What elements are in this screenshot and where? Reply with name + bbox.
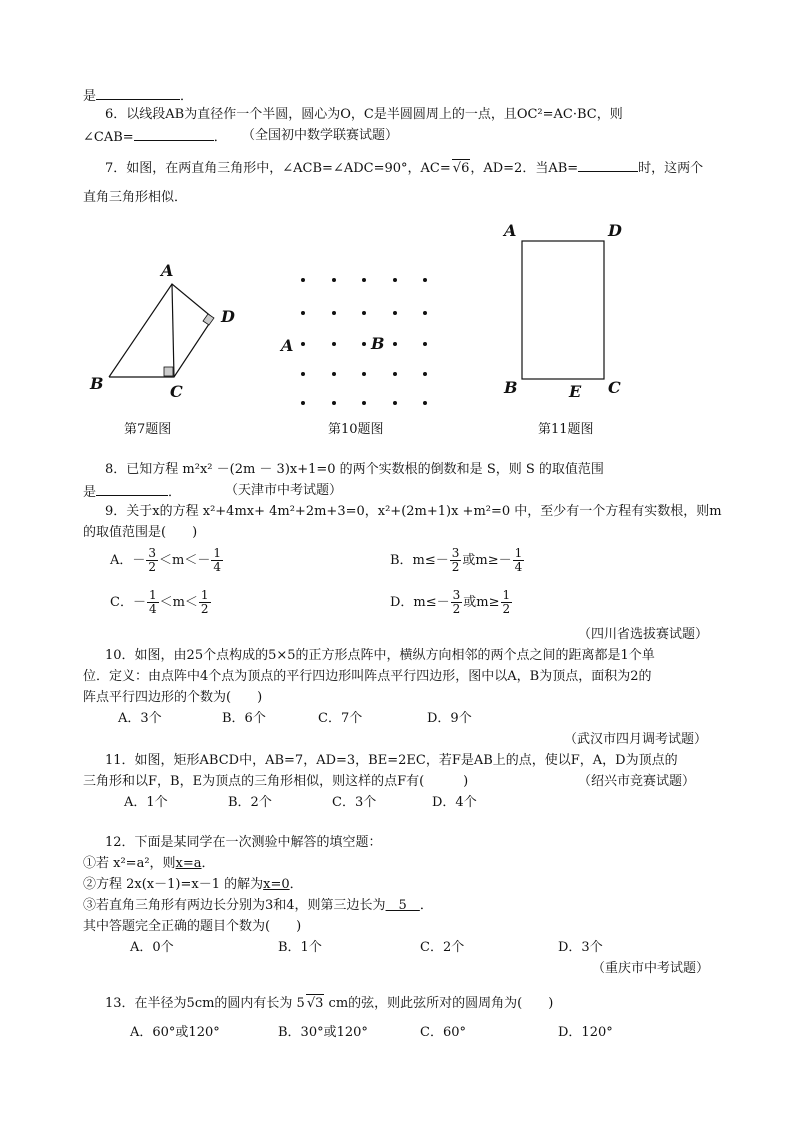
fig11-label-b: B (504, 378, 518, 397)
fig7-segment-ac (172, 284, 174, 377)
q10-option-b[interactable]: B．6个 (222, 711, 266, 726)
q12-option-d[interactable]: D．3个 (558, 940, 603, 955)
lattice-dot (423, 401, 427, 405)
q9-line2: 的取值范围是( ) (83, 525, 198, 540)
lattice-dot (423, 372, 427, 376)
fraction: $\frac{1}{4}$ (213, 546, 221, 574)
lattice-dot (332, 311, 336, 315)
lattice-dot (362, 372, 366, 376)
lattice-dot (332, 401, 336, 405)
q9-option-a[interactable]: A．－ $\frac{3}{2}$ ＜m＜－ $\frac{1}{4}$ (110, 546, 221, 574)
q7-line2: 直角三角形相似． (83, 190, 188, 205)
q12-item1: ①若 x²=a²，则x=a． (83, 856, 215, 871)
answer-blank[interactable] (96, 86, 180, 100)
q13-line1: 13．在半径为5cm的圆内有长为 5 √3 cm的弦，则此弦所对的圆周角为( ) (105, 996, 554, 1011)
q12-item3: ③若直角三角形有两边长分别为3和4，则第三边长为 5 ． (83, 898, 433, 913)
fraction: $\frac{3}{2}$ (148, 546, 157, 574)
q9-option-c[interactable]: C．－ $\frac{1}{4}$ ＜m＜ $\frac{1}{2}$ (110, 588, 209, 616)
q8-line1: 8．已知方程 m²x² －(2m － 3)x+1=0 的两个实数根的倒数和是 S，则 S 的取值范围 (105, 462, 604, 477)
fig10-label-a: A (281, 336, 294, 355)
sqrt-expression: √6 (452, 161, 470, 176)
dot-lattice (301, 278, 427, 405)
lattice-dot (301, 342, 305, 346)
fraction: $\frac{1}{2}$ (200, 588, 209, 616)
lattice-dot (332, 278, 336, 282)
q13-option-c[interactable]: C．60° (420, 1025, 466, 1040)
q11-line2: 三角形和以F，B，E为顶点的三角形相似，则这样的点F有( ) (83, 774, 469, 789)
q6-line1: 6．以线段AB为直径作一个半圆，圆心为O，C是半圆圆周上的一点，且OC²=AC·BC，则 (105, 107, 623, 122)
rectangle-abcd (522, 241, 604, 379)
fig7-outline (109, 284, 213, 377)
q9-option-b[interactable]: B．m≤－ $\frac{3}{2}$ 或m≥－ $\frac{1}{4}$ (390, 546, 523, 574)
lattice-dot (393, 278, 397, 282)
q9-source: （四川省选拔赛试题） (578, 627, 709, 642)
fig10-caption: 第10题图 (328, 422, 384, 437)
q10-option-a[interactable]: A．3个 (118, 711, 162, 726)
q11-option-a[interactable]: A．1个 (124, 795, 168, 810)
lattice-dot (423, 342, 427, 346)
lattice-dot (393, 342, 397, 346)
q12-option-c[interactable]: C．2个 (420, 940, 465, 955)
right-angle-mark-c (164, 367, 173, 376)
answer-blank[interactable] (96, 482, 168, 496)
q6-source: （全国初中数学联赛试题） (242, 128, 399, 143)
fig7-label-c: C (170, 382, 183, 401)
lattice-dot (332, 342, 336, 346)
q13-option-d[interactable]: D．120° (558, 1025, 613, 1040)
fraction: $\frac{3}{2}$ (452, 588, 461, 616)
fig10-label-b: B (371, 334, 385, 353)
q9-line1: 9．关于x的方程 x²+4mx+ 4m²+2m+3=0，x²+(2m+1)x +m²=0 中，至少有一个方程有实数根，则m (105, 504, 722, 519)
q6-line2: ∠CAB= ． (83, 127, 227, 147)
lattice-dot (301, 372, 305, 376)
lattice-dot (393, 311, 397, 315)
q10-option-d[interactable]: D．9个 (427, 711, 472, 726)
fig11-label-d: D (608, 221, 622, 240)
q5-answer-line: 是 ． (83, 86, 193, 106)
lattice-dot (423, 278, 427, 282)
fig11-label-c: C (608, 378, 621, 397)
q10-line1: 10．如图，由25个点构成的5×5的正方形点阵中，横纵方向相邻的两个点之间的距离都是1个单 (105, 648, 655, 663)
q12-source: （重庆市中考试题） (592, 961, 710, 976)
q12-option-a[interactable]: A．0个 (130, 940, 174, 955)
q8-line2: 是 ． (83, 482, 181, 502)
q10-line2: 位．定义：由点阵中4个点为顶点的平行四边形叫阵点平行四边形，图中以A，B为顶点，面积为2的 (83, 669, 652, 684)
figure-7 (84, 255, 254, 405)
q12-line1: 12．下面是某同学在一次测验中解答的填空题： (105, 835, 382, 850)
lattice-dot (301, 278, 305, 282)
q10-option-c[interactable]: C．7个 (318, 711, 363, 726)
q10-line3: 阵点平行四边形的个数为( ) (83, 690, 263, 705)
q11-source: （绍兴市竞赛试题） (578, 774, 696, 789)
fraction: $\frac{1}{4}$ (514, 546, 523, 574)
fig7-label-a: A (161, 261, 174, 280)
right-angle-mark-d (203, 314, 214, 325)
fig11-label-e: E (569, 382, 582, 400)
lattice-dot (393, 372, 397, 376)
sqrt-expression: √3 (306, 996, 324, 1011)
q12-item2: ②方程 2x(x－1)=x－1 的解为x=0． (83, 877, 303, 892)
lattice-dot (393, 401, 397, 405)
figure-11 (496, 220, 631, 400)
lattice-dot (362, 342, 366, 346)
q13-option-a[interactable]: A．60°或120° (130, 1025, 220, 1040)
fig11-caption: 第11题图 (538, 422, 594, 437)
q7-line1: 7．如图，在两直角三角形中，∠ACB=∠ADC=90°，AC= √6，AD=2．当AB= 时，这两个 (105, 158, 703, 178)
q9-option-d[interactable]: D．m≤－ $\frac{3}{2}$ 或m≥ $\frac{1}{2}$ (390, 588, 511, 616)
q10-source: （武汉市四月调考试题） (564, 732, 708, 747)
lattice-dot (362, 311, 366, 315)
q11-option-c[interactable]: C．3个 (332, 795, 377, 810)
fraction: $\frac{1}{4}$ (148, 588, 157, 616)
lattice-dot (362, 401, 366, 405)
answer-blank[interactable] (134, 127, 214, 141)
fraction: $\frac{1}{2}$ (502, 588, 511, 616)
q13-option-b[interactable]: B．30°或120° (278, 1025, 368, 1040)
answer-blank[interactable] (578, 158, 638, 172)
fig11-label-a: A (504, 221, 517, 240)
q8-source: （天津市中考试题） (225, 483, 343, 498)
lattice-dot (423, 311, 427, 315)
figure-10 (278, 268, 438, 413)
lattice-dot (332, 372, 336, 376)
fig7-label-b: B (90, 374, 104, 393)
lattice-dot (301, 311, 305, 315)
lattice-dot (301, 401, 305, 405)
q12-option-b[interactable]: B．1个 (278, 940, 322, 955)
q11-option-d[interactable]: D．4个 (432, 795, 477, 810)
fig7-caption: 第7题图 (124, 422, 172, 437)
fig7-label-d: D (221, 307, 235, 326)
lattice-dot (362, 278, 366, 282)
q12-line5: 其中答题完全正确的题目个数为( ) (83, 919, 302, 934)
fraction: $\frac{3}{2}$ (451, 546, 460, 574)
q11-option-b[interactable]: B．2个 (228, 795, 272, 810)
q11-line1: 11．如图，矩形ABCD中，AB=7，AD=3，BE=2EC，若F是AB上的点，使以F，A，D为顶点的 (105, 753, 678, 768)
